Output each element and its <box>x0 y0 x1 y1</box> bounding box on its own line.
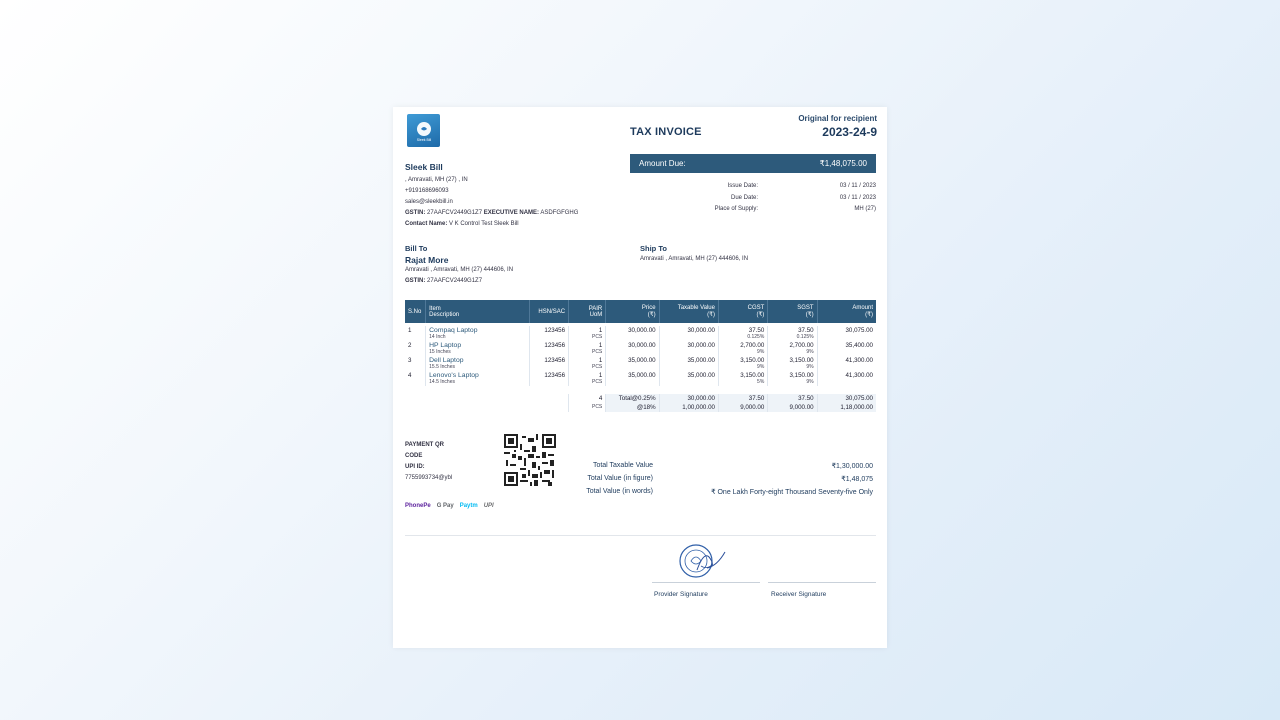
company-stamp-icon <box>679 540 731 582</box>
table-header-row <box>405 300 876 323</box>
payment-app-logos <box>405 503 494 509</box>
seller-gstin: 27AAFCV2449G1Z7 <box>427 210 483 216</box>
payment-qr-info: PAYMENT QR CODE UPI ID: 7755993734@ybl <box>405 440 452 484</box>
col-item: Item Description <box>426 300 530 323</box>
upi-logo-icon: UPI <box>483 503 494 509</box>
col-sgst: SGST (₹) <box>768 300 817 323</box>
item-desc: 14.5 Inches <box>429 379 455 385</box>
contact-name: V K Control Test Sleek Bill <box>449 221 519 227</box>
total-figure-row: Total Value (in figure) ₹1,48,075 <box>543 475 873 488</box>
item-desc: 14 Inch <box>429 334 446 340</box>
gpay-logo-icon: G Pay <box>436 503 454 509</box>
total-taxable-value: ₹1,30,000.00 <box>831 463 873 470</box>
col-hsn: HSN/SAC <box>529 300 568 323</box>
col-uom: PAIR UoM <box>569 300 606 323</box>
copy-label: Original for recipient <box>798 114 877 123</box>
item-name: Lenovo's Laptop <box>429 372 479 379</box>
amount-due-bar <box>630 154 876 173</box>
seller-email: sales@sleekbill.in <box>405 199 453 205</box>
col-amount: Amount (₹) <box>817 300 876 323</box>
seller-contact-line: Contact Name: V K Control Test Sleek Bill <box>405 221 519 227</box>
table-row: 4 Lenovo's Laptop 14.5 Inches 123456 1 PCS 35,000.00 35,000.00 3,150.00 5% 3,150.00 9% 41,300.00 <box>405 371 876 386</box>
place-of-supply-row: Place of Supply: MH (27) <box>678 206 876 218</box>
col-price: Price (₹) <box>606 300 659 323</box>
due-date: 03 / 11 / 2023 <box>839 194 876 201</box>
seller-address: , Amravati, MH (27) , IN <box>405 177 468 183</box>
bill-to-address: Amravati , Amravati, MH (27) 444606, IN <box>405 267 514 273</box>
paytm-logo-icon: Paytm <box>459 503 478 509</box>
table-row: 1 Compaq Laptop 14 Inch 123456 1 PCS 30,000.00 30,000.00 37.50 0.125% 37.50 0.125% 30,075.00 <box>405 326 876 341</box>
item-desc: 15 Inches <box>429 349 451 355</box>
total-words-row: Total Value (in words) ₹ One Lakh Forty-eight Thousand Seventy-five Only <box>543 488 873 501</box>
item-name: HP Laptop <box>429 342 462 349</box>
receiver-signature-label: Receiver Signature <box>771 591 827 598</box>
svg-text:Sleek Bill: Sleek Bill <box>416 137 431 142</box>
invoice-summary <box>543 462 873 501</box>
ship-to-heading: Ship To <box>640 244 667 253</box>
totals-row: PCS @18% 1,00,000.00 9,000.00 9,000.00 1,18,000.00 <box>405 403 876 412</box>
divider <box>405 535 876 536</box>
company-logo <box>407 114 440 147</box>
ship-to-address: Amravati , Amravati, MH (27) 444606, IN <box>640 256 749 262</box>
item-name: Compaq Laptop <box>429 327 478 334</box>
seller-info <box>405 175 578 230</box>
place-of-supply: MH (27) <box>854 206 876 212</box>
provider-signature-label: Provider Signature <box>654 591 708 598</box>
col-taxable: Taxable Value (₹) <box>659 300 718 323</box>
issue-date: 03 / 11 / 2023 <box>839 183 876 189</box>
total-figure-value: ₹1,48,075 <box>841 476 873 483</box>
invoice-page <box>393 107 887 648</box>
bill-to-gstin: 27AAFCV2449G1Z7 <box>427 278 483 284</box>
seller-phone: +919168696093 <box>405 188 449 194</box>
receiver-signature-line <box>768 582 876 583</box>
table-row: 3 Dell Laptop 15.5 Inches 123456 1 PCS 35,000.00 35,000.00 3,150.00 9% 3,150.00 9% 41,300.00 <box>405 356 876 371</box>
upi-id: 7755993734@ybl <box>405 475 453 481</box>
seller-gstin-line: GSTIN: 27AAFCV2449G1Z7 EXECUTIVE NAME: ASDFGFGHG <box>405 210 579 216</box>
total-words-value: ₹ One Lakh Forty-eight Thousand Seventy-five Only <box>711 489 873 496</box>
totals-row: 4 Total@0.25% 30,000.00 37.50 37.50 30,075.00 <box>405 394 876 403</box>
table-row: 2 HP Laptop 15 Inches 123456 1 PCS 30,000.00 30,000.00 2,700.00 9% 2,700.00 9% 35,400.00 <box>405 341 876 356</box>
invoice-meta <box>678 183 876 218</box>
bill-to-heading: Bill To <box>405 244 428 253</box>
seller-name: Sleek Bill <box>405 162 443 172</box>
executive-name: ASDFGFGHG <box>540 210 579 216</box>
issue-date-row: Issue Date: 03 / 11 / 2023 <box>678 183 876 195</box>
items-table <box>405 300 876 412</box>
bill-to-name: Rajat More <box>405 255 449 265</box>
cloud-logo-icon <box>411 118 437 144</box>
col-sno: S.No <box>405 300 426 323</box>
document-title: TAX INVOICE <box>630 126 702 138</box>
invoice-number: 2023-24-9 <box>822 125 877 139</box>
bill-to-info: Amravati , Amravati, MH (27) 444606, IN GSTIN: 27AAFCV2449G1Z7 <box>405 267 514 284</box>
amount-due-label: Amount Due: <box>639 159 686 168</box>
phonepe-logo-icon: PhonePe <box>405 503 431 509</box>
col-cgst: CGST (₹) <box>718 300 767 323</box>
item-desc: 15.5 Inches <box>429 364 455 370</box>
amount-due-value: ₹1,48,075.00 <box>819 159 867 168</box>
item-name: Dell Laptop <box>429 357 464 364</box>
total-taxable-row: Total Taxable Value ₹1,30,000.00 <box>543 462 873 475</box>
due-date-row: Due Date: 03 / 11 / 2023 <box>678 195 876 207</box>
provider-signature-line <box>652 582 760 583</box>
